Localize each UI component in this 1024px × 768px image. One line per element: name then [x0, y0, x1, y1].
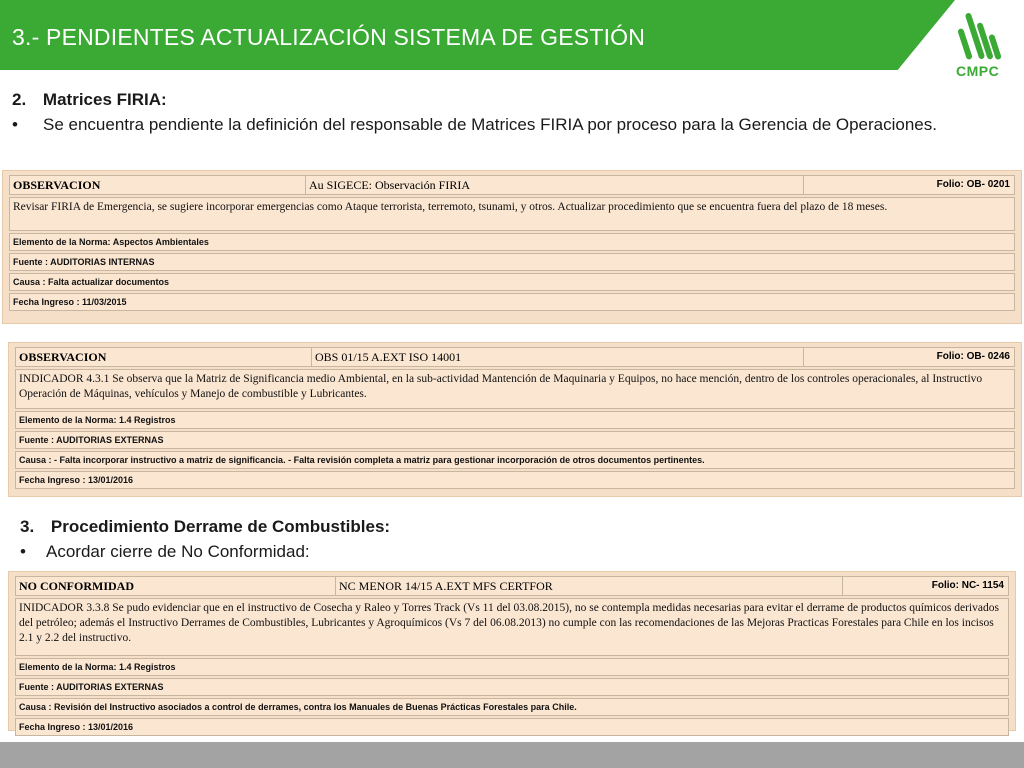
section-3-bullet	[20, 540, 920, 563]
card-fecha: Fecha Ingreso : 13/01/2016	[15, 471, 1015, 489]
nonconformity-card-nc-1154	[8, 571, 1016, 731]
observation-card-ob-0246	[8, 342, 1022, 497]
bullet-glyph: •	[12, 115, 18, 134]
bullet-glyph: •	[20, 542, 26, 561]
card-folio: Folio: OB- 0246	[936, 351, 1010, 362]
section-3-title: Procedimiento Derrame de Combustibles:	[50, 517, 391, 536]
card-reference: OBS 01/15 A.EXT ISO 14001	[312, 348, 804, 366]
section-2-number: 2.	[12, 90, 27, 109]
card-description: INIDCADOR 3.3.8 Se pudo evidenciar que en el instructivo de Cosecha y Raleo y Torres Track (Vs 11 del 03.08.2015), no se contempla medidas necesarias para evitar el derrame de productos químicos derivados del petróleo; además el Instructivo Derrames de Combustibles, Lubricantes y Agroquímicos (Vs 7 del 06.08.2013) no cumple con las recomendaciones de las Mejoras Practicas Forestales para Chile en los incisos 2.1 y 2.2 del instructivo.	[15, 598, 1009, 656]
logo-wordmark: CMPC	[956, 63, 1000, 79]
card-description: INDICADOR 4.3.1 Se observa que la Matriz de Significancia medio Ambiental, en la sub-actividad Mantención de Maquinaria y Equipos, no hace mención, dentro de los controles operacionales, al Instructivo Operación de Máquinas, vehículos y Manejo de combustible y Lubricantes.	[15, 369, 1015, 409]
slide-title: 3.- PENDIENTES ACTUALIZACIÓN SISTEMA DE GESTIÓN	[12, 24, 646, 50]
observation-card-ob-0201	[2, 170, 1022, 324]
section-2-heading	[12, 90, 167, 110]
section-3-number: 3.	[20, 517, 35, 536]
card-causa: Causa : - Falta incorporar instructivo a matriz de significancia. - Falta revisión completa a matriz para gestionar incorporación de otros documentos pertinentes.	[15, 451, 1015, 469]
section-3-bullet-text: Acordar cierre de No Conformidad:	[46, 542, 310, 561]
card-elemento: Elemento de la Norma: 1.4 Registros	[15, 411, 1015, 429]
cmpc-logo-icon	[952, 8, 1012, 68]
section-2-bullet-text: Se encuentra pendiente la definición del responsable de Matrices FIRIA por proceso para la Gerencia de Operaciones.	[43, 115, 937, 134]
card-fuente: Fuente : AUDITORIAS EXTERNAS	[15, 678, 1009, 696]
card-type: OBSERVACION	[10, 176, 306, 194]
slide-header	[0, 0, 1024, 79]
card-reference: Au SIGECE: Observación FIRIA	[306, 176, 804, 194]
card-header-row	[15, 576, 1009, 596]
card-description: Revisar FIRIA de Emergencia, se sugiere incorporar emergencias como Ataque terrorista, terremoto, tsunami, y otros. Actualizar procedimiento que se encuentra fuera del plazo de 18 meses.	[9, 197, 1015, 231]
card-fecha: Fecha Ingreso : 13/01/2016	[15, 718, 1009, 736]
section-2-title: Matrices FIRIA:	[42, 90, 167, 109]
card-fuente: Fuente : AUDITORIAS EXTERNAS	[15, 431, 1015, 449]
card-elemento: Elemento de la Norma: 1.4 Registros	[15, 658, 1009, 676]
card-header-row	[9, 175, 1015, 195]
card-folio: Folio: OB- 0201	[936, 179, 1010, 190]
card-fuente: Fuente : AUDITORIAS INTERNAS	[9, 253, 1015, 271]
card-causa: Causa : Falta actualizar documentos	[9, 273, 1015, 291]
card-causa: Causa : Revisión del Instructivo asociados a control de derrames, contra los Manuales de Buenas Prácticas Forestales para Chile.	[15, 698, 1009, 716]
card-reference: NC MENOR 14/15 A.EXT MFS CERTFOR	[336, 577, 843, 595]
slide-footer-bar	[0, 742, 1024, 768]
section-3-heading	[20, 517, 390, 537]
card-elemento: Elemento de la Norma: Aspectos Ambientales	[9, 233, 1015, 251]
card-fecha: Fecha Ingreso : 11/03/2015	[9, 293, 1015, 311]
card-header-row	[15, 347, 1015, 367]
card-type: NO CONFORMIDAD	[16, 577, 336, 595]
card-folio: Folio: NC- 1154	[931, 580, 1004, 591]
card-type: OBSERVACION	[16, 348, 312, 366]
section-2-bullet	[12, 113, 1002, 136]
